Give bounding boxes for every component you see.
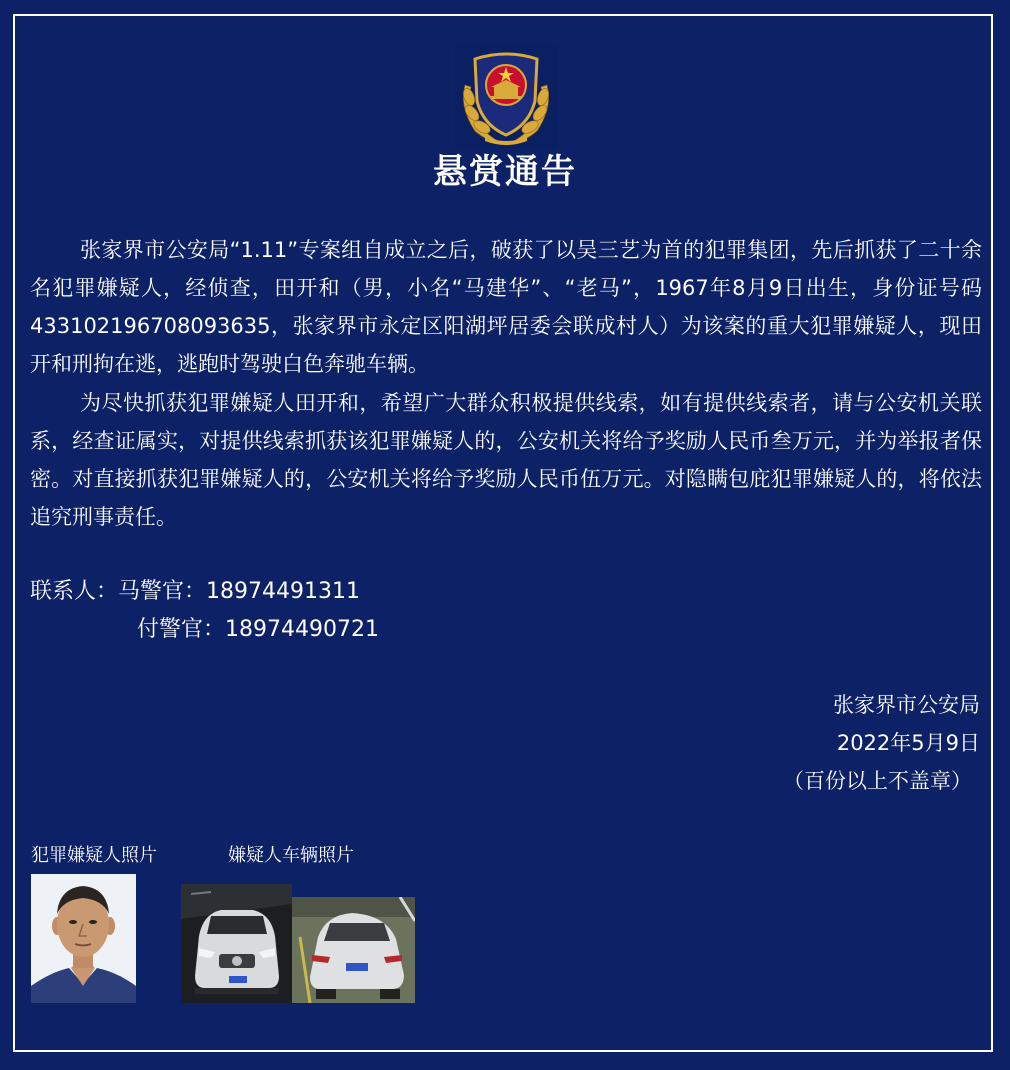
vehicle-photo-caption: 嫌疑人车辆照片: [228, 845, 354, 866]
suspect-photo: [31, 874, 136, 1003]
stamp-note: （百份以上不盖章）: [783, 769, 972, 793]
notice-paragraph-2: 为尽快抓获犯罪嫌疑人田开和，希望广大群众积极提供线索，如有提供线索者，请与公安机关联系，经查证属实，对提供线索抓获该犯罪嫌疑人的，公安机关将给予奖励人民币叁万元，并为举报者保密。对直接抓获犯罪嫌疑人的，公安机关将给予奖励人民币伍万元。对隐瞒包庇犯罪嫌疑人的，将依法追究刑事责任。: [30, 391, 982, 529]
suspect-photo-caption: 犯罪嫌疑人照片: [31, 845, 157, 866]
notice-title: 悬赏通告: [433, 152, 577, 192]
issue-date: 2022年5月9日: [836, 731, 980, 755]
vehicle-photo-rear: [292, 897, 415, 1003]
notice-paragraph-1: 张家界市公安局“1.11”专案组自成立之后，破获了以吴三艺为首的犯罪集团，先后抓获了二十余名犯罪嫌疑人，经侦查，田开和（男，小名“马建华”、“老马”，1967年8月9日出生，身份证号码433102196708093635，张家界市永定区阳湖坪居委会联成村人）为该案的重大犯罪嫌疑人，现田开和刑拘在逃，逃跑时驾驶白色奔驰车辆。: [30, 238, 982, 376]
contact-line-1: 联系人：马警官：18974491311: [30, 579, 360, 604]
contact-line-2: 付警官：18974490721: [137, 617, 379, 642]
police-emblem-icon: [455, 45, 557, 149]
vehicle-photo-front: [181, 884, 292, 1003]
issuer: 张家界市公安局: [833, 693, 980, 717]
